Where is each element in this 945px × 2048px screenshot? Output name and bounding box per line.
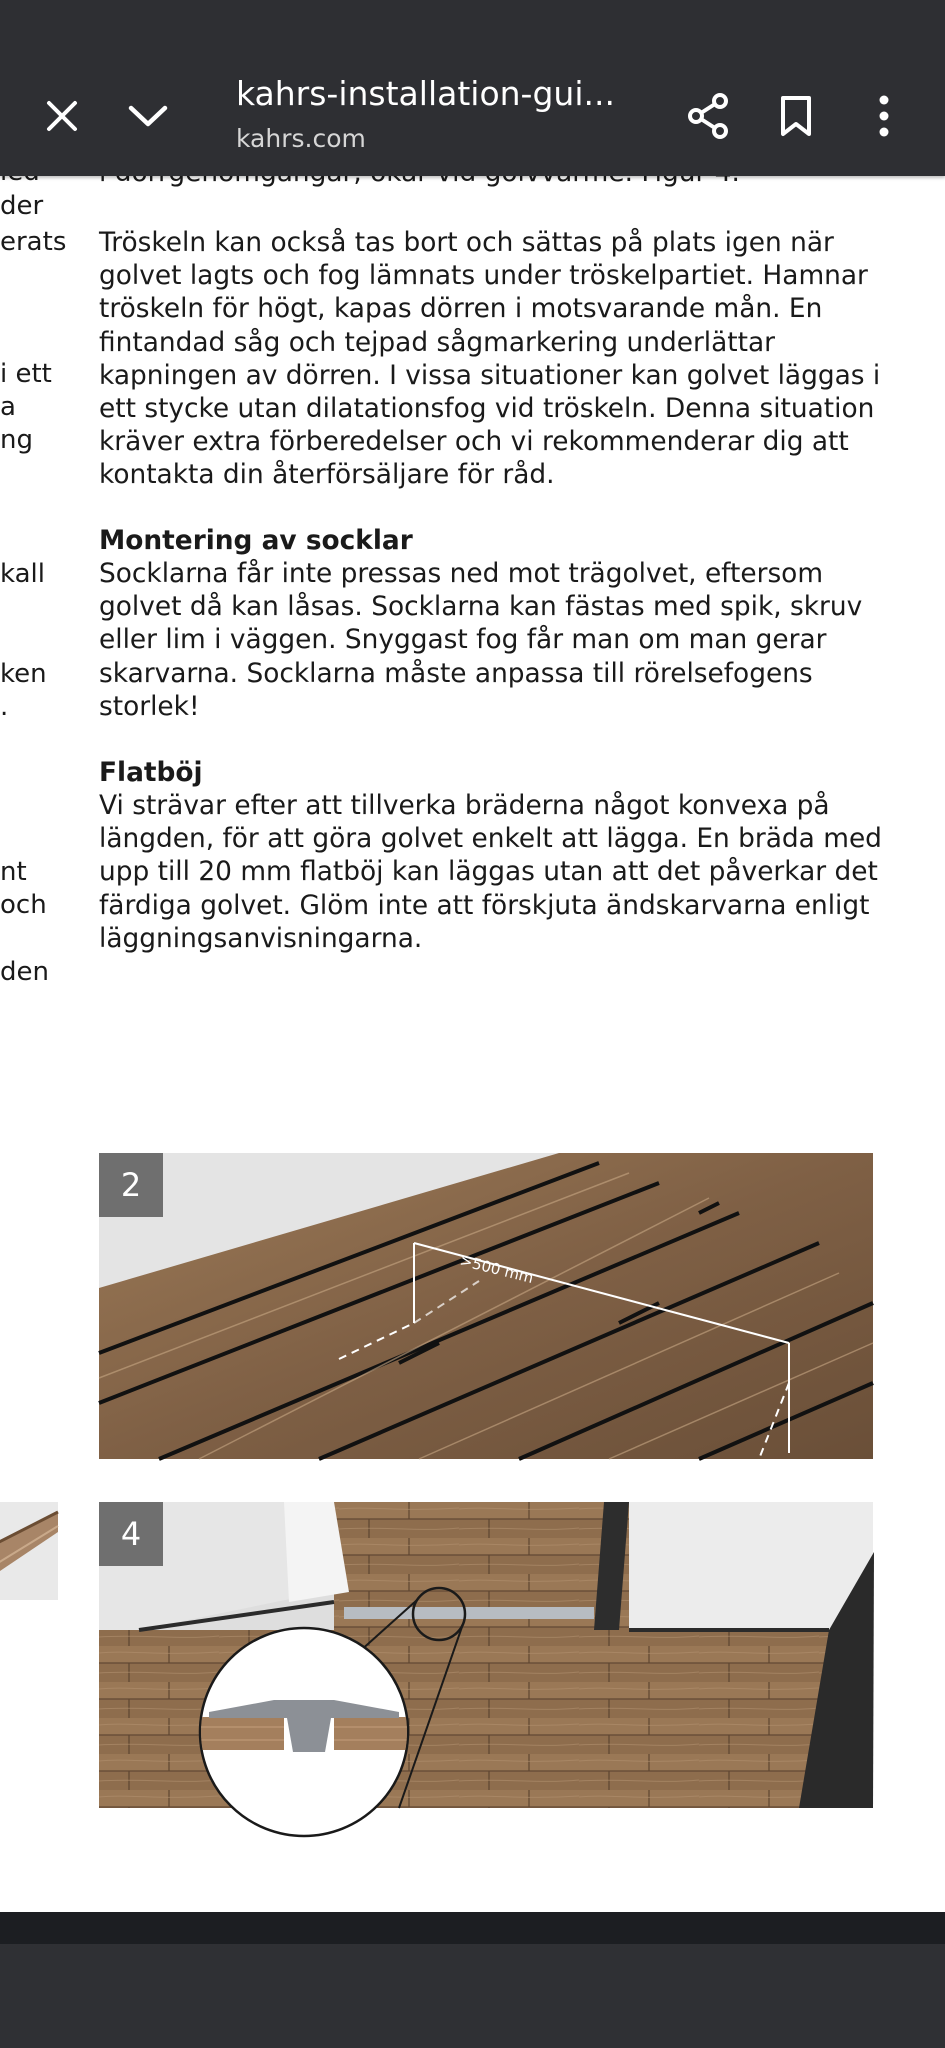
text-line: golvet lagts och fog lämnats under tröskelpartiet. Hamnar: [99, 260, 868, 292]
text-line: tröskeln för högt, kapas dörren i motsvarande mån. En: [99, 293, 823, 325]
text-line: ett stycke utan dilatationsfog vid tröskeln. Denna situation: [99, 393, 875, 425]
text-line: Socklarna får inte pressas ned mot trägolvet, eftersom: [99, 558, 824, 589]
text-line: kontakta din återförsäljare för råd.: [99, 459, 555, 491]
bottom-divider: [0, 1912, 945, 1944]
left-fragment: nt: [0, 857, 27, 887]
figure-2-illustration: [99, 1153, 873, 1459]
bow-heading: Flatböj: [99, 757, 203, 788]
skirting-heading: Montering av socklar: [99, 525, 413, 556]
left-figure-fragment: [0, 1502, 58, 1600]
text-line: Tröskeln kan också tas bort och sättas på plats igen när: [99, 227, 834, 258]
document-page[interactable]: [0, 176, 945, 1912]
text-line: storlek!: [99, 690, 200, 722]
page-url: kahrs.com: [236, 124, 366, 153]
text-line: kapningen av dörren. I vissa situationer kan golvet läggas i: [99, 359, 881, 391]
left-fragment: erats: [0, 227, 67, 257]
share-icon[interactable]: [674, 82, 742, 150]
text-line: kräver extra förberedelser och vi rekommenderar dig att: [99, 426, 849, 458]
figure-number: 4: [99, 1502, 163, 1566]
close-icon[interactable]: [30, 84, 94, 148]
left-fragment: der: [0, 191, 44, 221]
bookmark-icon[interactable]: [762, 82, 830, 150]
text-line: färdiga golvet. Glöm inte att förskjuta ändskarvarna enligt: [99, 889, 870, 921]
chevron-down-icon[interactable]: [116, 84, 180, 148]
page-title: kahrs-installation-gui...: [236, 74, 615, 113]
left-fragment: .: [0, 692, 9, 722]
text-line: läggningsanvisningarna.: [99, 922, 423, 954]
left-fragment: kall: [0, 559, 45, 589]
figure-number: 2: [99, 1153, 163, 1217]
left-fragment: a: [0, 392, 16, 422]
figure-4: [99, 1502, 873, 1808]
left-fragment: ken: [0, 659, 47, 689]
left-fragment: i ett: [0, 359, 52, 389]
text-line: eller lim i väggen. Snyggast fog får man om man gerar: [99, 624, 827, 656]
measure-label: >500 mm: [458, 1251, 536, 1288]
bow-paragraph: [99, 789, 882, 955]
text-line: fintandad såg och tejpad sågmarkering underlättar: [99, 326, 776, 358]
bottom-navigation-bar: [0, 1944, 945, 2048]
text-line: skarvarna. Socklarna måste anpassa till rörelsefogens: [99, 657, 813, 689]
threshold-paragraph: [99, 226, 880, 492]
figure-4-illustration: [99, 1502, 873, 1808]
text-line: längden, för att göra golvet enkelt att lägga. En bräda med: [99, 823, 882, 855]
browser-toolbar: [0, 0, 945, 176]
text-line: golvet då kan låsas. Socklarna kan fästas med spik, skruv: [99, 591, 863, 623]
left-fragment: och: [0, 890, 47, 920]
left-fragment: ng: [0, 425, 33, 455]
text-line: Vi strävar efter att tillverka bräderna något konvexa på: [99, 790, 830, 821]
more-options-icon[interactable]: [850, 82, 918, 150]
left-column-fragment: [0, 176, 70, 1912]
figure-2: [99, 1153, 873, 1459]
left-fragment: den: [0, 957, 49, 987]
skirting-paragraph: [99, 557, 862, 723]
text-line: upp till 20 mm flatböj kan läggas utan att det påverkar det: [99, 856, 878, 888]
